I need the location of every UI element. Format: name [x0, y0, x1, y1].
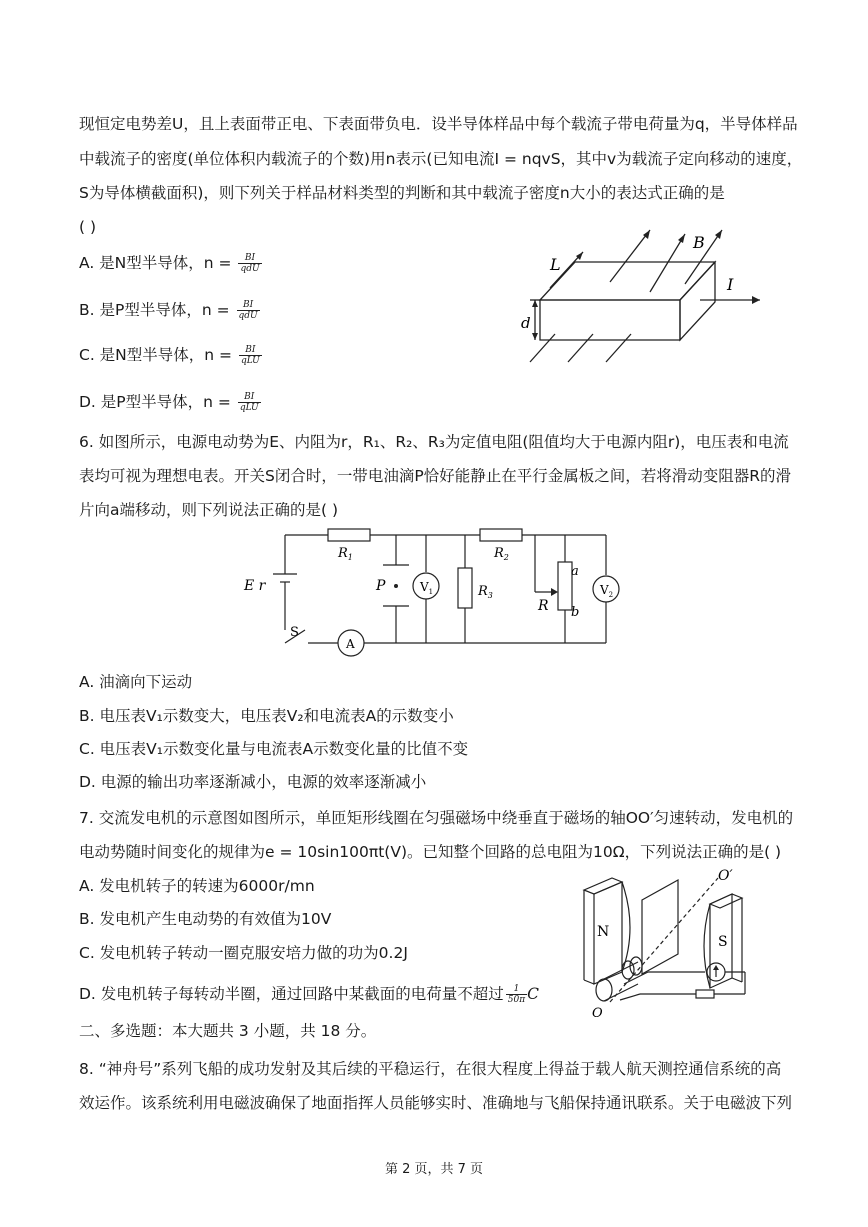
q6-option-b: B. 电压表V₁示数变大，电压表V₂和电流表A的示数变小 — [79, 707, 454, 725]
label-b: b — [571, 605, 580, 620]
q5-option-a: A. 是N型半导体，n = $\frac{BI}{\text{qdU}}$ — [79, 253, 260, 274]
q7-option-a: A. 发电机转子的转速为6000r/mn — [79, 877, 315, 895]
label-V1: $V_1$ — [420, 580, 434, 596]
label-B: B — [693, 233, 705, 252]
q7-option-d: D. 发电机转子每转动半圈，通过回路中某截面的电荷量不超过 $\frac{1}{50\pi}$ C — [79, 984, 540, 1005]
q6-line-1: 6. 如图所示，电源电动势为E、内阻为r，R₁、R₂、R₃为定值电阻(阻值均大于电源内阻r)，电压表和电流 — [79, 433, 789, 451]
q5-option-b: B. 是P型半导体，n = $\frac{BI}{\text{qdU}}$ — [79, 300, 258, 321]
label-R1: $R_1$ — [338, 546, 353, 562]
label-N: N — [597, 924, 610, 940]
q6-option-a: A. 油滴向下运动 — [79, 673, 193, 691]
q7-line-2: 电动势随时间变化的规律为e = 10sin100πt(V)。已知整个回路的总电阻为10Ω，下列说法正确的是( ) — [79, 843, 782, 861]
label-R: R — [538, 598, 549, 614]
label-I: I — [727, 275, 734, 294]
q5-line-2: 中载流子的密度(单位体积内载流子的个数)用n表示(已知电流I = nqvS，其中v为载流子定向移动的速度， — [79, 150, 803, 168]
q6-line-2: 表均可视为理想电表。开关S闭合时，一带电油滴P恰好能静止在平行金属板之间，若将滑动变阻器R的滑 — [79, 467, 791, 485]
label-V2: $V_2$ — [600, 583, 614, 599]
label-R3: $R_3$ — [478, 584, 493, 600]
label-S-magnet: S — [718, 934, 728, 950]
label-O-prime: O′ — [718, 868, 733, 884]
q7-line-1: 7. 交流发电机的示意图如图所示，单匝矩形线圈在匀强磁场中绕垂直于磁场的轴OO′匀速转动，发电机的 — [79, 809, 794, 827]
label-R2: $R_2$ — [494, 546, 509, 562]
semiconductor-block-figure — [510, 222, 780, 372]
q8-line-1: 8. “神舟号”系列飞船的成功发射及其后续的平稳运行，在很大程度上得益于载人航天测控通信系统的高 — [79, 1060, 782, 1078]
q5-line-1: 现恒定电势差U，且上表面带正电、下表面带负电．设半导体样品中每个载流子带电荷量为q，半导体样品 — [79, 115, 798, 133]
q5-answer-paren: ( ) — [79, 218, 97, 236]
label-Er: E r — [244, 578, 266, 594]
q6-option-d: D. 电源的输出功率逐渐减小，电源的效率逐渐减小 — [79, 773, 427, 791]
generator-figure — [580, 860, 760, 1020]
q5-option-c: C. 是N型半导体，n = $\frac{BI}{\text{qLU}}$ — [79, 345, 260, 366]
q6-option-c: C. 电压表V₁示数变化量与电流表A示数变化量的比值不变 — [79, 740, 469, 758]
q5-option-d: D. 是P型半导体，n = $\frac{BI}{\text{qLU}}$ — [79, 392, 259, 413]
label-L: L — [550, 255, 561, 274]
q5-line-3: S为导体横截面积)，则下列关于样品材料类型的判断和其中载流子密度n大小的表达式正确的是 — [79, 184, 725, 202]
label-S: S — [290, 625, 299, 640]
circuit-diagram — [240, 520, 625, 660]
label-d: d — [521, 314, 531, 332]
label-P: P — [376, 578, 386, 594]
q6-line-3: 片向a端移动，则下列说法正确的是( ) — [79, 501, 339, 519]
q7-option-b: B. 发电机产生电动势的有效值为10V — [79, 910, 332, 928]
section-header-multiple-choice: 二、多选题：本大题共 3 小题，共 18 分。 — [79, 1022, 377, 1040]
page-footer: 第 2 页，共 7 页 — [384, 1162, 484, 1177]
q7-option-c: C. 发电机转子转动一圈克服安培力做的功为0.2J — [79, 944, 408, 962]
q8-line-2: 效运作。该系统利用电磁波确保了地面指挥人员能够实时、准确地与飞船保持通讯联系。关于电磁波下列 — [79, 1094, 793, 1112]
label-a: a — [571, 564, 579, 579]
label-A: A — [346, 637, 355, 651]
label-O: O — [592, 1006, 603, 1020]
